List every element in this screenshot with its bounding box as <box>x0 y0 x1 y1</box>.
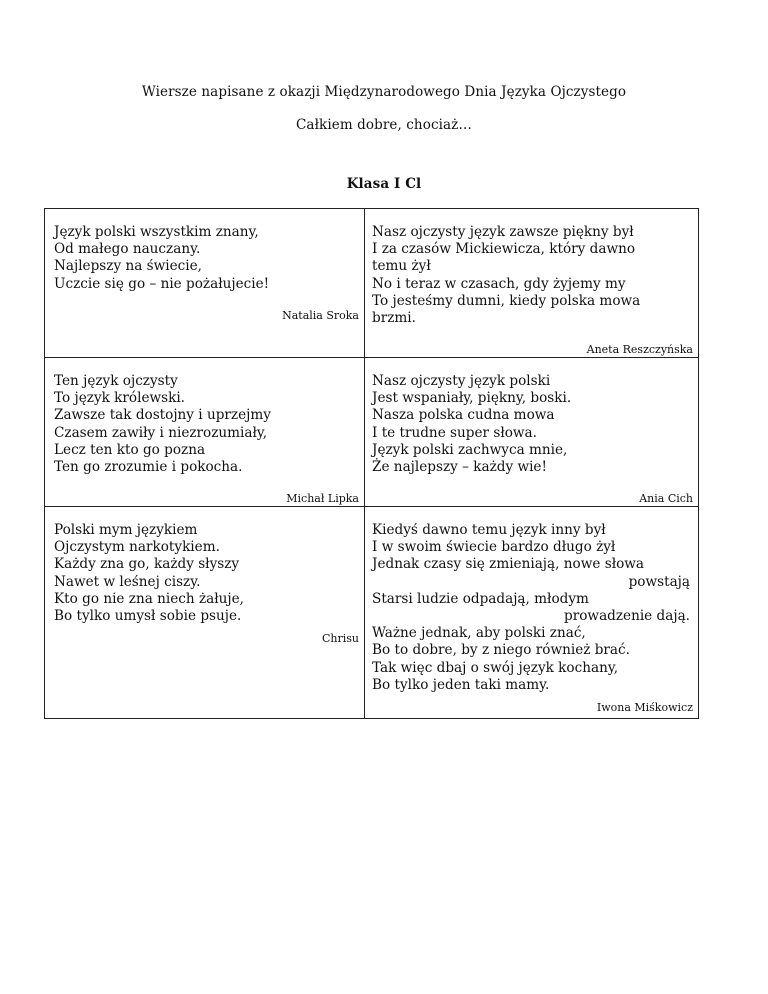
poems-table <box>44 208 699 719</box>
poem-cell <box>45 358 365 507</box>
poem-line: Najlepszy na świecie, <box>54 258 202 275</box>
poem-text <box>365 358 698 476</box>
poem-line: Od małego nauczany. <box>54 241 201 258</box>
poem-line: To jesteśmy dumni, kiedy polska mowa <box>372 292 641 309</box>
class-title: Klasa I Cl <box>346 176 422 192</box>
table-row <box>45 358 699 507</box>
poem-cell <box>365 507 699 719</box>
poem-text <box>45 358 364 476</box>
poem-line: Nasza polska cudna mowa <box>372 407 555 424</box>
poem-cell <box>45 507 365 719</box>
poem-line: I w swoim świecie bardzo długo żył <box>372 539 616 556</box>
poem-line: To język królewski. <box>54 390 186 407</box>
poem-line: Nasz ojczysty język zawsze piękny był <box>372 224 634 240</box>
poem-line: I za czasów Mickiewicza, który dawno <box>372 241 636 258</box>
poem-line: Zawsze tak dostojny i uprzejmy <box>54 407 271 424</box>
poem-author: Chrisu <box>321 632 359 645</box>
poem-line: Jednak czasy się zmieniają, nowe słowa <box>372 556 645 573</box>
poem-line: Starsi ludzie odpadają, młodym <box>372 590 589 607</box>
poem-line: powstają <box>628 573 690 590</box>
poem-line: Nawet w leśnej ciszy. <box>54 573 201 590</box>
poem-cell <box>45 209 365 358</box>
document-subheading: Całkiem dobre, chociaż… <box>296 117 472 133</box>
poem-author: Ania Cich <box>639 492 693 505</box>
poem-line: Lecz ten kto go pozna <box>54 441 206 458</box>
poem-line: temu żył <box>372 258 431 275</box>
poem-line: Nasz ojczysty język polski <box>372 373 551 389</box>
document-heading: Wiersze napisane z okazji Międzynarodowego Dnia Języka Ojczystego <box>141 84 627 100</box>
poem-line: Bo tylko umysł sobie psuje. <box>54 608 242 625</box>
poem-line: Że najlepszy – każdy wie! <box>372 459 547 476</box>
poem-line: Kto go nie zna niech żałuje, <box>54 590 244 607</box>
poem-line: Ojczystym narkotykiem. <box>54 539 220 556</box>
poem-text <box>365 507 698 694</box>
poem-text <box>45 209 364 293</box>
poem-line: Polski mym językiem <box>54 522 198 538</box>
poem-line: Ważne jednak, aby polski znać, <box>372 625 586 642</box>
poem-line: Każdy zna go, każdy słyszy <box>54 556 240 573</box>
poem-line: Bo tylko jeden taki mamy. <box>372 676 550 693</box>
poem-line: No i teraz w czasach, gdy żyjemy my <box>372 275 626 292</box>
poem-line: Kiedyś dawno temu język inny był <box>372 522 606 538</box>
poem-text <box>365 209 698 327</box>
poem-text <box>45 507 364 625</box>
poem-author: Michał Lipka <box>286 492 359 505</box>
poem-line: Tak więc dbaj o swój język kochany, <box>372 659 619 676</box>
poem-author: Natalia Sroka <box>282 309 359 322</box>
poem-line: prowadzenie dają. <box>564 608 690 625</box>
poem-line: Język polski zachwyca mnie, <box>372 441 568 458</box>
poem-cell <box>365 358 699 507</box>
poem-author: Aneta Reszczyńska <box>586 343 693 356</box>
table-row <box>45 209 699 358</box>
poem-line: brzmi. <box>372 310 416 327</box>
poem-line: Czasem zawiły i niezrozumiały, <box>54 424 268 441</box>
table-row <box>45 507 699 719</box>
poem-line: Język polski wszystkim znany, <box>54 224 259 240</box>
poem-author: Iwona Miśkowicz <box>596 701 693 714</box>
poem-line: Ten go zrozumie i pokocha. <box>54 459 243 476</box>
poem-line: Ten język ojczysty <box>54 373 178 389</box>
poem-line: Uczcie się go – nie pożałujecie! <box>54 275 270 292</box>
poem-cell <box>365 209 699 358</box>
poem-line: Bo to dobre, by z niego również brać. <box>372 642 630 659</box>
poem-line: Jest wspaniały, piękny, boski. <box>372 390 572 407</box>
poem-line: I te trudne super słowa. <box>372 424 537 441</box>
